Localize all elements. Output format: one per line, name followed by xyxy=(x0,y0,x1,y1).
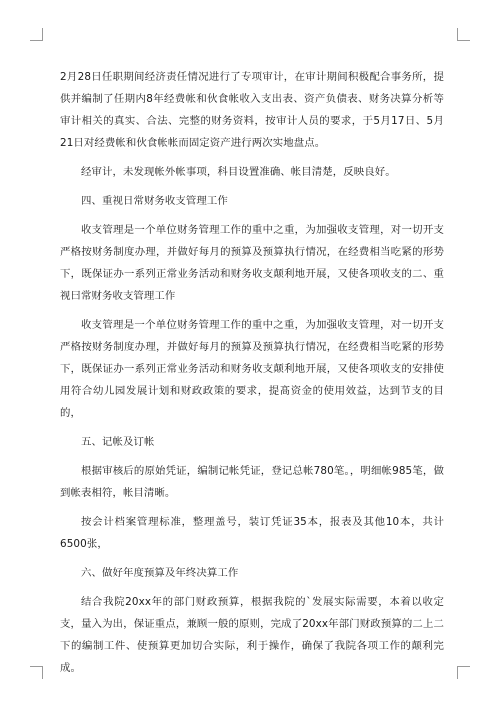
crop-mark-bottom-left xyxy=(30,666,43,679)
crop-mark-top-left xyxy=(30,28,43,41)
paragraph-budget: 结合我院20xx年的部门财政预算，根据我院的`发展实际需要，本着以收定支，量入为出，保证重点，兼顾一般的原则，完成了20xx年部门财政预算的二上二下的编制工件、使预算更加切合实际，利于操作，确保了我院各项工作的颠利完成。 xyxy=(60,596,444,674)
section-heading-5: 五、记帐及订帐 xyxy=(81,436,155,448)
section-heading-4: 四、重视日常财务收支管理工作 xyxy=(81,195,228,207)
section-heading-6: 六、做好年度预算及年终决算工作 xyxy=(81,567,239,579)
paragraph-bookkeeping: 根据审核后的原始凭证，编制记帐凭证，登记总帐780笔。，明细帐985笔，做到帐表相符，帐目清晰。 xyxy=(60,465,444,499)
paragraph-revenue-1: 收支管理是一个单位财务管理工作的重中之重，为加强收支管理，对一切开支严格按财务制度办理，并做好每月的预算及预算执行情况，在经费相当吃紧的形势下，既保证办一系列正常业务活动和财务收支颠利地开展，又使各项收支的二、重视曰常财务收支管理工作 xyxy=(60,224,444,302)
crop-mark-top-right xyxy=(457,28,470,41)
document-body xyxy=(60,66,444,686)
paragraph-audit-result: 经审计，未发现帐外帐事项，科目设置准确、帐目清楚，反映良好。 xyxy=(81,166,396,178)
paragraph-archiving: 按会计档案管理标准，整理盖号，装订凭证35本，报表及其他10本，共计6500张， xyxy=(60,516,444,550)
crop-mark-bottom-right xyxy=(457,666,470,679)
paragraph-revenue-2: 收支管理是一个单位财务管理工作的重中之重，为加强收支管理，对一切开支严格按财务制度办理，并做好每月的预算及预算执行情况，在经费相当吃紧的形势下，既保证办一系列正常业务活动和财务收支颠利地开展，又使各项收支的安排使用符合幼儿园发展计划和财政政策的要求，提髙资金的使用效益，达到节支的目的， xyxy=(60,319,444,419)
paragraph-audit-intro: 2月28日任职期间经济责任情况进行了专项审计，在审计期间积极配合事务所，提供并编制了任期内8年经费帐和伙食帐收入支出表、资产负债表、财务决算分析等审计相关的真实、合法、完整的财务资料，按审计人员的要求，于5月17日、5月21日对经费帐和伙食帐帐而固定资产进行两次实地盘点。 xyxy=(60,71,444,149)
